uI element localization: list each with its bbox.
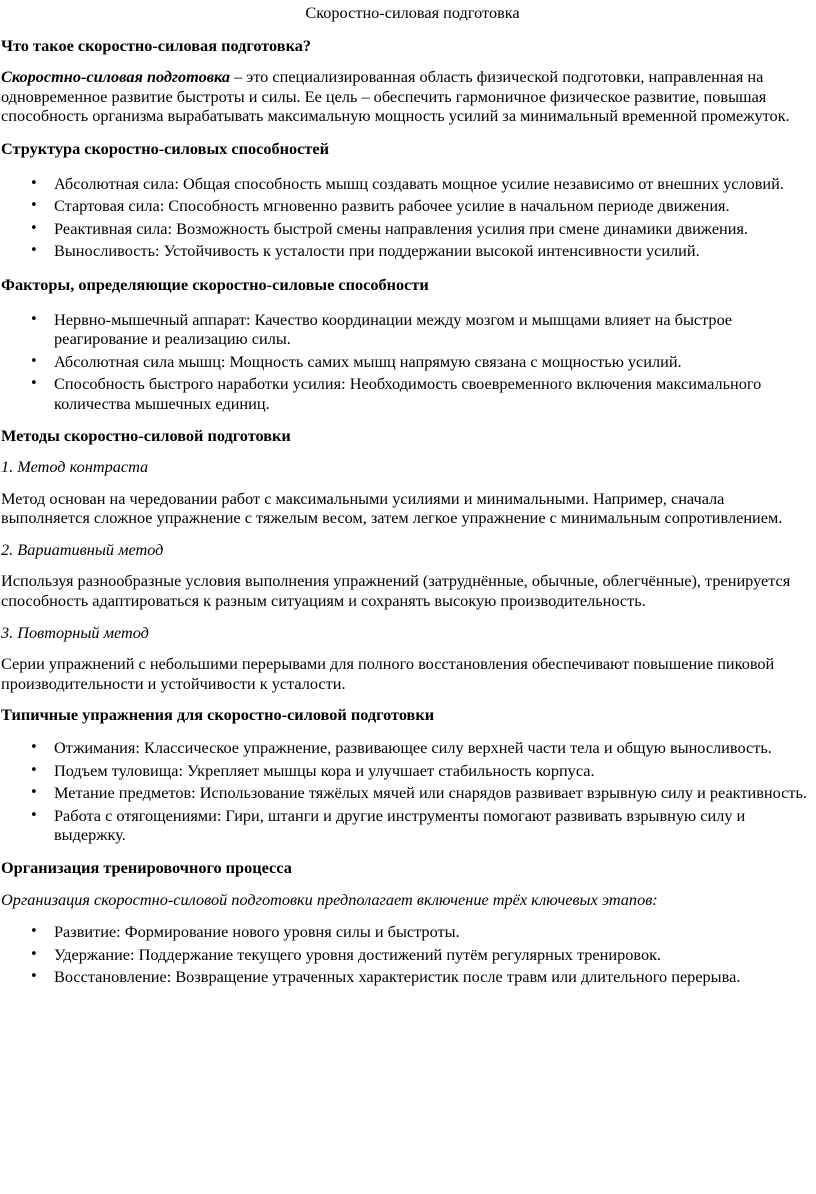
definition-term: Скоростно-силовая подготовка [1,67,231,87]
section-heading-structure: Структура скоростно-силовых способностей [1,138,329,158]
structure-list [1,174,816,261]
list-item: • Стартовая сила: Способность мгновенно развить рабочее усилие в начальном периоде движения. [1,196,816,216]
section-heading-what: Что такое скоростно-силовая подготовка? [1,35,311,55]
method-text-variative: Используя разнообразные условия выполнения упражнений (затруднённые, обычные, облегчённые), тренируется способность адаптироваться к разным ситуациям и сохранять высокую производительность. [1,571,791,611]
definition-paragraph [1,67,816,126]
document-page [0,3,816,1194]
method-text-repeated: Серии упражнений с небольшими перерывами для полного восстановления обеспечивают повышение пиковой производительности и устойчивости к усталости. [1,654,775,693]
definition-text: – это специализированная область физической подготовки, направленная на одновременное развитие быстроты и силы. Ее цель – обеспечить гармоничное физическое развитие, повышая способность организма вырабатывать максимальную мощность усилий за минимальный временной промежуток. [1,67,790,126]
list-item: • Метание предметов: Использование тяжёлых мячей или снарядов развивает взрывную силу и реактивность. [1,783,816,803]
list-item: • Способность быстрого наработки усилия: Необходимость своевременного включения максимального количества мышечных единиц. [1,374,816,413]
section-heading-exercises: Типичные упражнения для скоростно-силовой подготовки [1,705,435,725]
list-item: • Абсолютная сила мышц: Мощность самих мышц напрямую связана с мощностью усилий. [1,352,816,372]
list-item: • Нервно-мышечный аппарат: Качество координации между мозгом и мышцами влияет на быстрое реагирование и реализацию силы. [1,310,816,349]
list-item: • Отжимания: Классическое упражнение, развивающее силу верхней части тела и общую выносливость. [1,738,816,758]
method-text-contrast: Метод основан на чередовании работ с максимальными усилиями и минимальными. Например, сначала выполняется сложное упражнение с тяжелым весом, затем легкое упражнение с минимальным сопротивлением. [1,488,783,528]
organization-intro: Организация скоростно-силовой подготовки предполагает включение трёх ключевых этапов: [1,889,658,909]
list-item: • Подъем туловища: Укрепляет мышцы кора и улучшает стабильность корпуса. [1,761,816,781]
list-item: • Развитие: Формирование нового уровня силы и быстроты. [1,922,816,942]
list-item: • Удержание: Поддержание текущего уровня достижений путём регулярных тренировок. [1,945,816,965]
section-heading-factors: Факторы, определяющие скоростно-силовые способности [1,274,429,294]
list-item: • Выносливость: Устойчивость к усталости при поддержании высокой интенсивности усилий. [1,241,816,261]
section-heading-methods: Методы скоростно-силовой подготовки [1,425,291,445]
organization-list [1,922,816,987]
list-item: • Работа с отягощениями: Гири, штанги и другие инструменты помогают развивать взрывную силу и выдержку. [1,806,816,845]
list-item: • Абсолютная сила: Общая способность мышц создавать мощное усилие независимо от внешних условий. [1,174,816,194]
section-heading-organization: Организация тренировочного процесса [1,858,292,877]
method-title-repeated: 3. Повторный метод [1,622,149,642]
list-item: • Восстановление: Возвращение утраченных характеристик после травм или длительного перерыва. [1,967,816,987]
document-title: Скоростно-силовая подготовка [305,3,520,22]
exercises-list [1,738,816,845]
method-title-contrast: 1. Метод контраста [1,457,149,477]
method-title-variative: 2. Вариативный метод [1,539,164,559]
list-item: • Реактивная сила: Возможность быстрой смены направления усилия при смене динамики движения. [1,219,816,239]
factors-list [1,310,816,414]
